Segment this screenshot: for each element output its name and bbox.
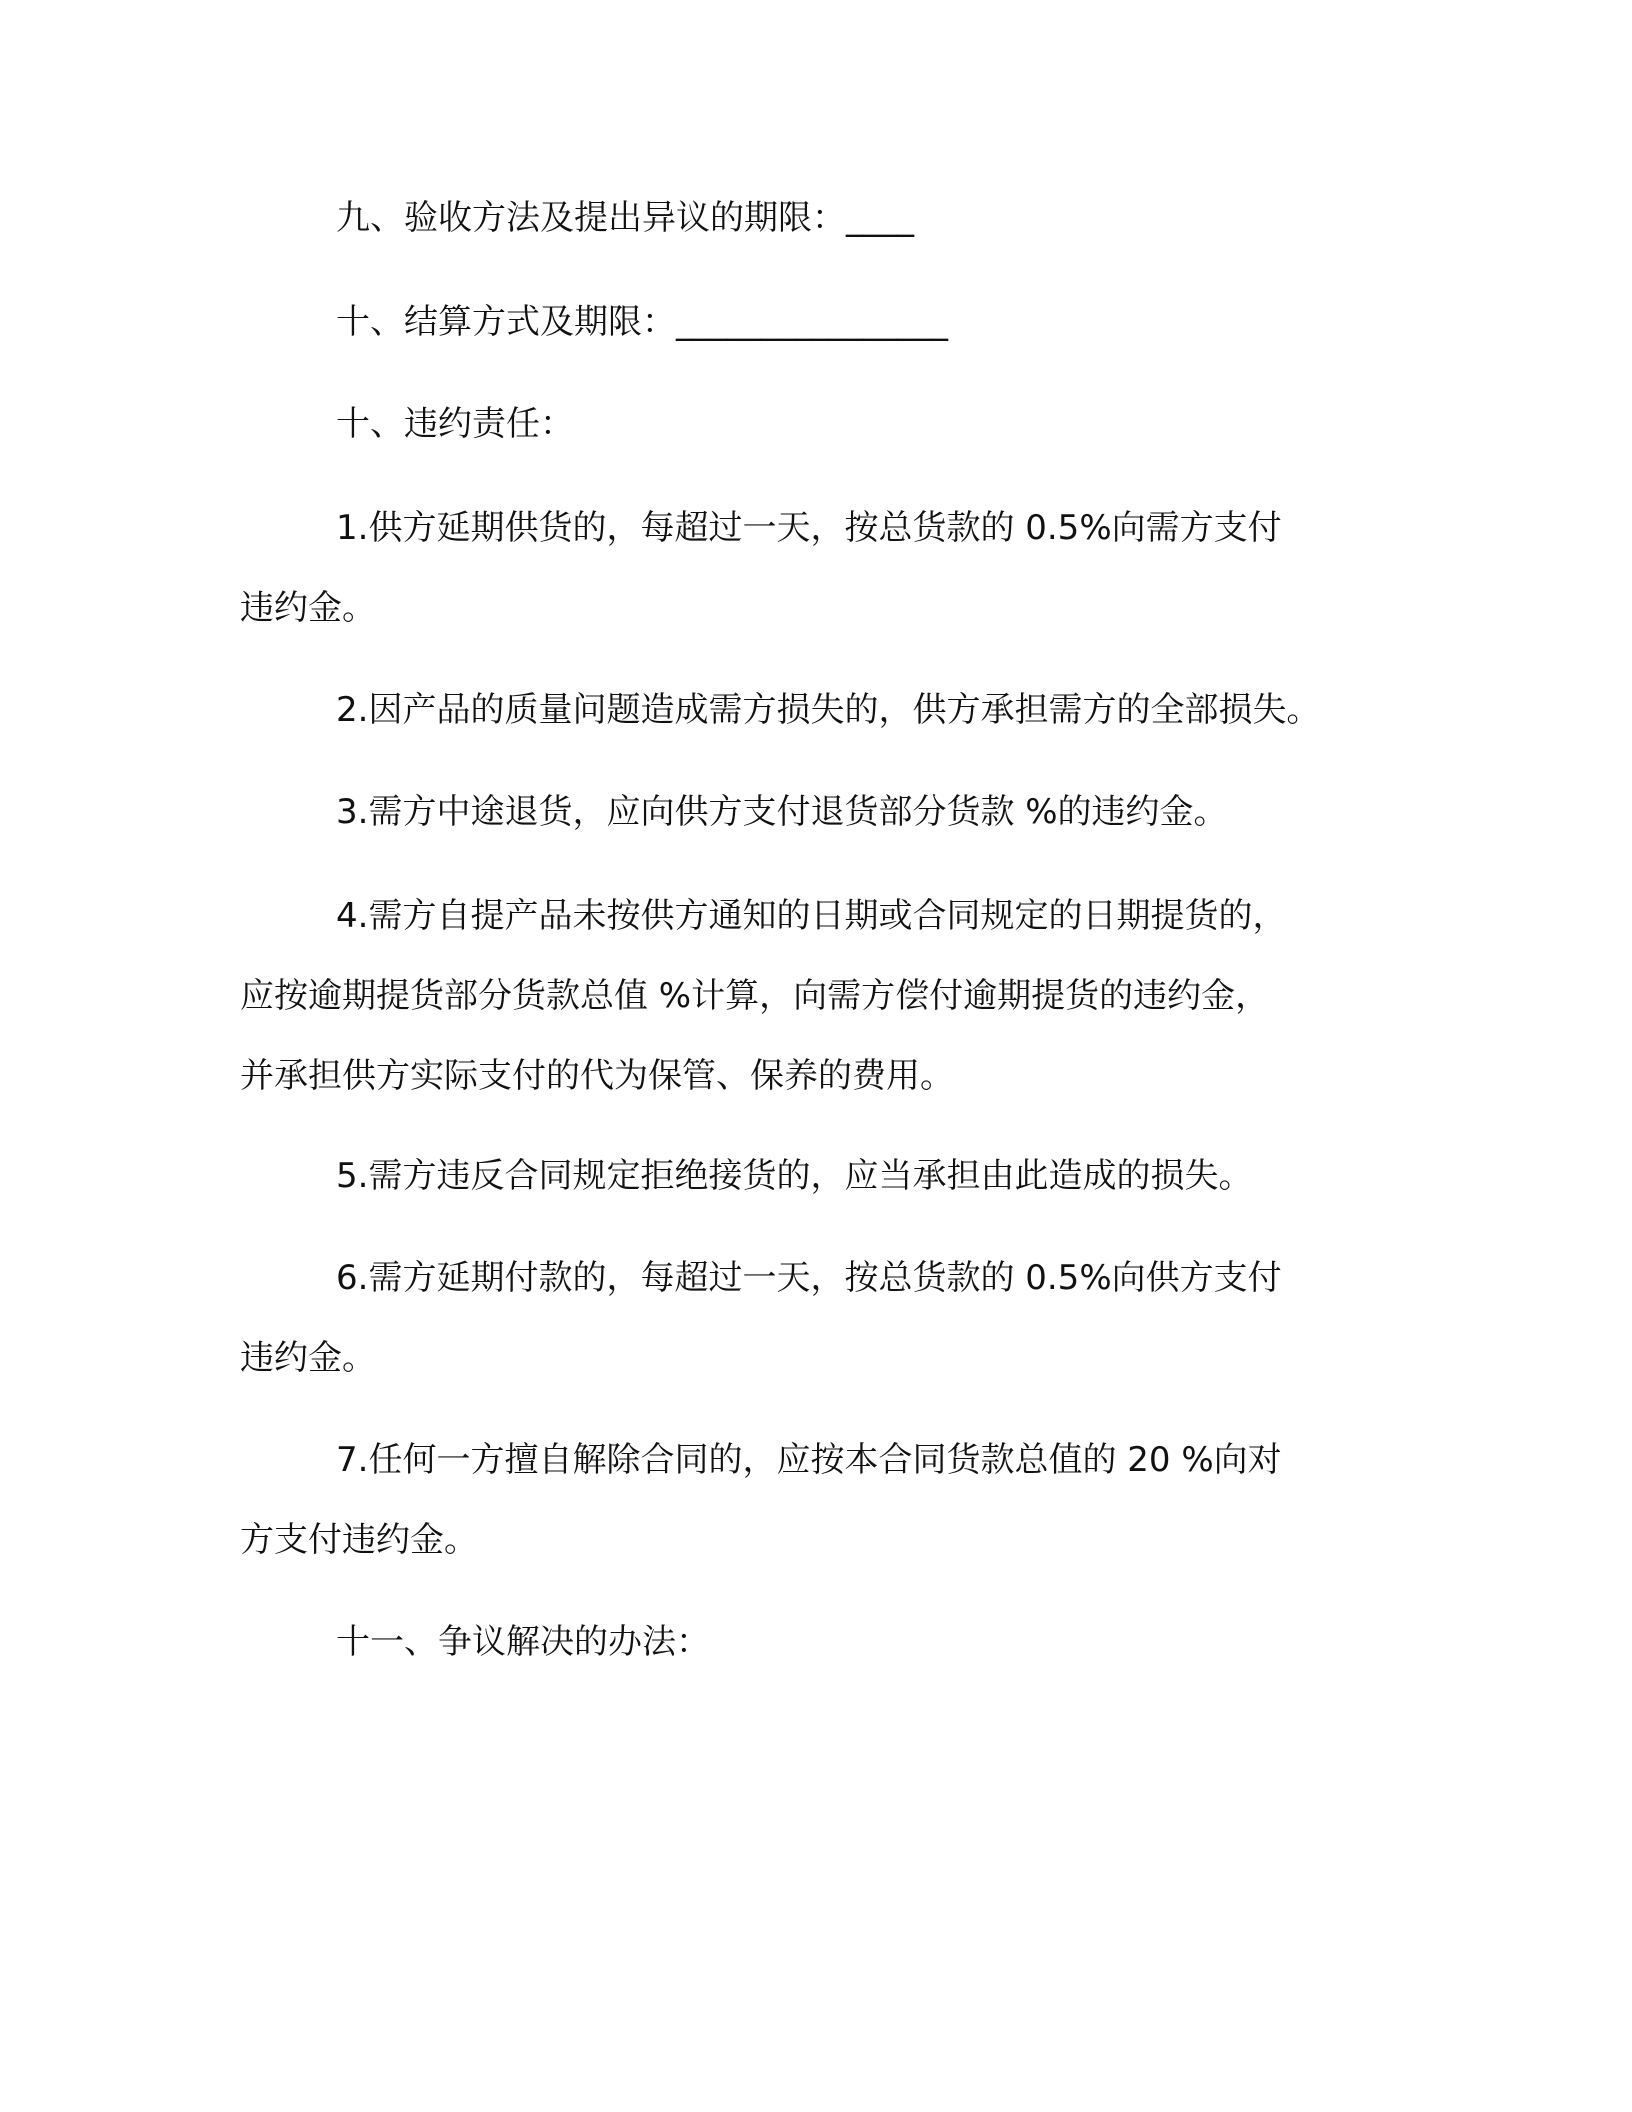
paragraph-line: 6.需方延期付款的，每超过一天，按总货款的 0.5%向供方支付 bbox=[336, 1258, 1282, 1298]
paragraph-line: 十一、争议解决的办法： bbox=[336, 1622, 710, 1662]
breach-item-1 bbox=[240, 488, 1400, 648]
paragraph-line: 方支付违约金。 bbox=[240, 1520, 478, 1560]
paragraph-line: 7.任何一方擅自解除合同的，应按本合同货款总值的 20 %向对 bbox=[336, 1440, 1282, 1480]
heading-breach-liability bbox=[240, 384, 1400, 464]
paragraph-line: 4.需方自提产品未按供方通知的日期或合同规定的日期提货的， bbox=[336, 896, 1287, 936]
breach-item-6 bbox=[240, 1238, 1400, 1398]
paragraph-line: 2.因产品的质量问题造成需方损失的，供方承担需方的全部损失。 bbox=[336, 690, 1321, 730]
paragraph-line: 十、结算方式及期限：________________ bbox=[336, 302, 948, 342]
paragraph-line: 违约金。 bbox=[240, 1338, 376, 1378]
paragraph-line: 九、验收方法及提出异议的期限：____ bbox=[336, 198, 914, 238]
paragraph-line: 应按逾期提货部分货款总值 %计算，向需方偿付逾期提货的违约金， bbox=[240, 976, 1270, 1016]
breach-item-2 bbox=[240, 670, 1400, 750]
breach-item-5 bbox=[240, 1136, 1400, 1216]
paragraph-line: 十、违约责任： bbox=[336, 404, 574, 444]
paragraph-line: 3.需方中途退货，应向供方支付退货部分货款 %的违约金。 bbox=[336, 792, 1228, 832]
breach-item-4 bbox=[240, 876, 1400, 1116]
breach-item-7 bbox=[240, 1420, 1400, 1580]
clause-acceptance-method bbox=[240, 178, 1400, 258]
paragraph-line: 并承担供方实际支付的代为保管、保养的费用。 bbox=[240, 1056, 954, 1096]
paragraph-line: 1.供方延期供货的，每超过一天，按总货款的 0.5%向需方支付 bbox=[336, 508, 1282, 548]
clause-settlement-method bbox=[240, 282, 1400, 362]
heading-dispute-resolution bbox=[240, 1602, 1400, 1682]
breach-item-3 bbox=[240, 772, 1400, 852]
paragraph-line: 5.需方违反合同规定拒绝接货的，应当承担由此造成的损失。 bbox=[336, 1156, 1253, 1196]
paragraph-line: 违约金。 bbox=[240, 588, 376, 628]
